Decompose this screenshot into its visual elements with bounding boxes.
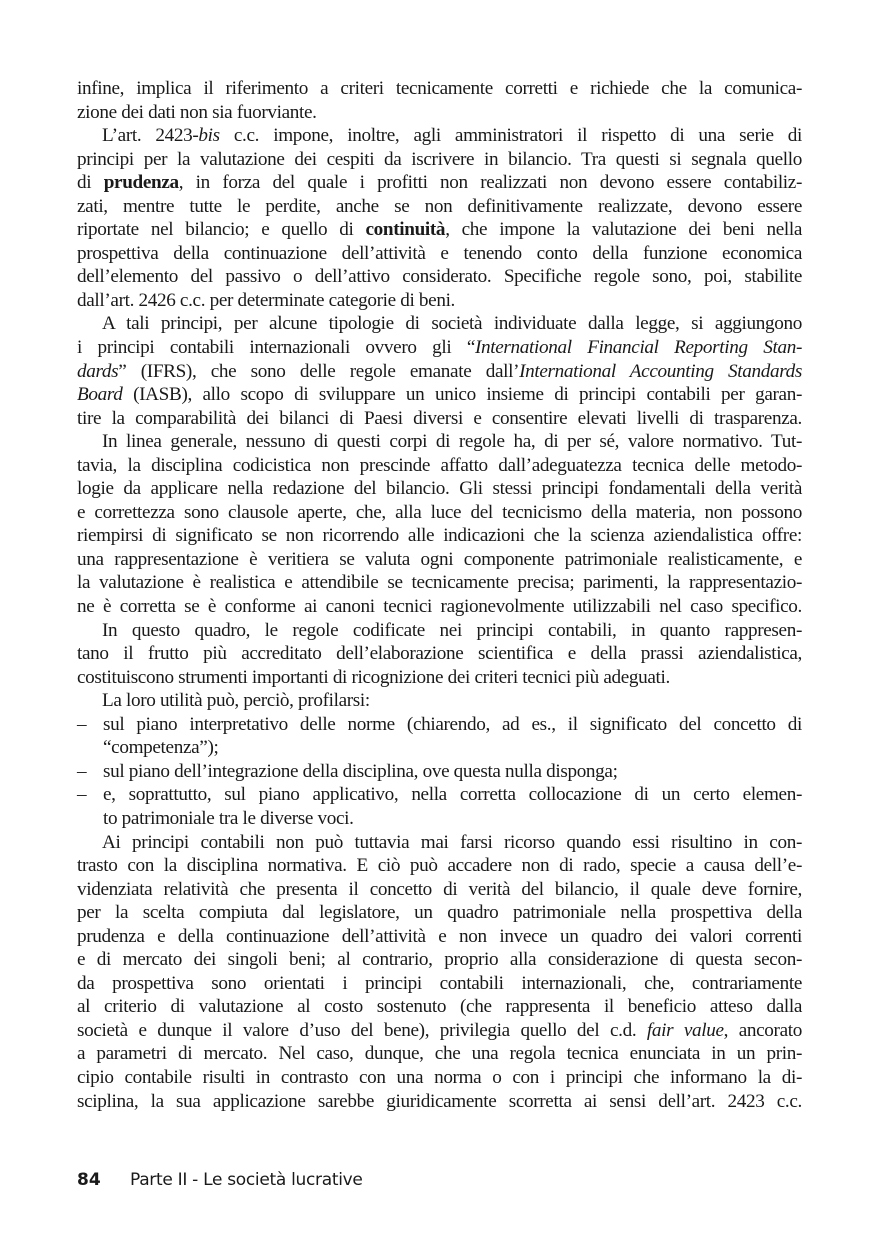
text-line: prospettiva della continuazione dell’attività e tenendo conto della funzione economica <box>77 242 802 264</box>
italic-term: International Accounting Standards <box>519 360 802 382</box>
text-line: Board (IASB), allo scopo di sviluppare un unico insieme di principi contabili per garan- <box>77 384 802 406</box>
page-footer <box>77 1170 363 1190</box>
text-line: dell’elemento del passivo o dell’attivo considerato. Specifiche regole sono, poi, stabilite <box>77 266 802 288</box>
text-line: a parametri di mercato. Nel caso, dunque, che una regola tecnica enunciata in un prin- <box>77 1043 802 1065</box>
text-line: ne è corretta se è conforme ai canoni tecnici ragionevolmente utilizzabili nel caso specifico. <box>77 596 802 618</box>
dash-bullet: – <box>77 760 87 782</box>
paragraph-start: La loro utilità può, perciò, profilarsi: <box>102 690 370 712</box>
text-line: logie da applicare nella redazione del bilancio. Gli stessi principi fondamentali della verità <box>77 478 802 500</box>
paragraph-start: Ai principi contabili non può tuttavia mai farsi ricorso quando essi risultino in con- <box>102 831 802 853</box>
text-line: costituiscono strumenti importanti di ricognizione dei criteri tecnici più adeguati. <box>77 666 670 688</box>
text-line: e di mercato dei singoli beni; al contrario, proprio alla considerazione di questa secon- <box>77 949 802 971</box>
text-line: trasto con la disciplina normativa. E ciò può accadere non di rado, specie a causa dell’e- <box>77 855 802 877</box>
page-number: 84 <box>77 1170 101 1190</box>
document-body <box>77 77 802 1113</box>
text-line: infine, implica il riferimento a criteri tecnicamente corretti e richiede che la comunica- <box>77 78 802 99</box>
paragraph-start: L’art. 2423-bis c.c. impone, inoltre, agli amministratori il rispetto di una serie di <box>102 125 802 147</box>
text-line: dall’art. 2426 c.c. per determinate categorie di beni. <box>77 289 455 311</box>
text-line: zione dei dati non sia fuorviante. <box>77 101 317 123</box>
text-line: cipio contabile risulti in contrasto con una norma o con i principi che informano la di- <box>77 1066 802 1088</box>
text-line: al criterio di valutazione al costo sostenuto (che rappresenta il beneficio atteso dalla <box>77 996 802 1018</box>
text-line: principi per la valutazione dei cespiti da iscrivere in bilancio. Tra questi si segnala quello <box>77 148 802 170</box>
bold-term-prudenza: prudenza <box>103 172 179 194</box>
text-line: dards” (IFRS), che sono delle regole emanate dall’International Accounting Standards <box>77 360 802 382</box>
list-item: – sul piano dell’integrazione della disciplina, ove questa nulla disponga; <box>77 760 618 782</box>
paragraph-start: In questo quadro, le regole codificate nei principi contabili, in quanto rappresen- <box>102 619 802 641</box>
text-line: riportate nel bilancio; e quello di continuità, che impone la valutazione dei beni nella <box>77 219 802 241</box>
dash-bullet: – <box>77 784 87 806</box>
italic-term: Board <box>77 384 123 406</box>
text-line: una rappresentazione è veritiera se valuta ogni componente patrimoniale realisticamente, e <box>77 548 802 570</box>
list-item: – sul piano interpretativo delle norme (chiarendo, ad es., il significato del concetto di <box>77 713 802 735</box>
paragraph-start: In linea generale, nessuno di questi corpi di regole ha, di per sé, valore normativo. Tut- <box>102 431 802 453</box>
list-item-continuation: to patrimoniale tra le diverse voci. <box>103 807 354 829</box>
dash-bullet: – <box>77 713 87 735</box>
italic-term: bis <box>198 125 220 147</box>
bold-term-continuita: continuità <box>365 219 446 241</box>
italic-term: fair value <box>646 1019 724 1041</box>
list-item-continuation: “competenza”); <box>103 737 219 759</box>
italic-term: International Financial Reporting Stan- <box>474 337 802 359</box>
text-line: tire la comparabilità dei bilanci di Paesi diversi e consentire elevati livelli di trasparenza. <box>77 407 802 429</box>
paragraph-start: A tali principi, per alcune tipologie di società individuate dalla legge, si aggiungono <box>102 313 802 335</box>
text-line: i principi contabili internazionali ovvero gli “International Financial Reporting Stan- <box>77 337 802 359</box>
text-line: videnziata relatività che presenta il concetto di verità del bilancio, il quale deve fornire, <box>77 878 802 900</box>
text-line: tano il frutto più accreditato dell’elaborazione scientifica e della prassi aziendalistica, <box>77 643 802 665</box>
text-line: sciplina, la sua applicazione sarebbe giuridicamente scorretta ai sensi dell’art. 2423 c.c. <box>77 1090 802 1112</box>
list-item: – e, soprattutto, sul piano applicativo, nella corretta collocazione di un certo elemen- <box>77 784 802 806</box>
text-line: e correttezza sono clausole aperte, che, alla luce del tecnicismo della materia, non possono <box>77 501 802 523</box>
text-line: di prudenza, in forza del quale i profitti non realizzati non devono essere contabiliz- <box>77 172 802 194</box>
text-line: tavia, la disciplina codicistica non prescinde affatto dall’adeguatezza tecnica delle metodo- <box>77 454 802 476</box>
italic-term: dards <box>77 360 119 382</box>
running-head: Parte II - Le società lucrative <box>130 1170 363 1190</box>
text-line: la valutazione è realistica e attendibile se tecnicamente precisa; parimenti, la rappresentazio- <box>77 572 802 594</box>
text-line: società e dunque il valore d’uso del bene), privilegia quello del c.d. fair value, ancorato <box>77 1019 802 1041</box>
text-line: da prospettiva sono orientati i principi contabili internazionali, che, contrariamente <box>77 972 802 994</box>
text-line: per la scelta compiuta dal legislatore, un quadro patrimoniale nella prospettiva della <box>77 902 802 924</box>
text-line: zati, mentre tutte le perdite, anche se non definitivamente realizzate, devono essere <box>77 195 802 217</box>
text-line: riempirsi di significato se non ricorrendo alle indicazioni che la scienza aziendalistica offre: <box>77 525 802 547</box>
text-line: prudenza e della continuazione dell’attività e non invece un quadro dei valori correnti <box>77 925 802 947</box>
